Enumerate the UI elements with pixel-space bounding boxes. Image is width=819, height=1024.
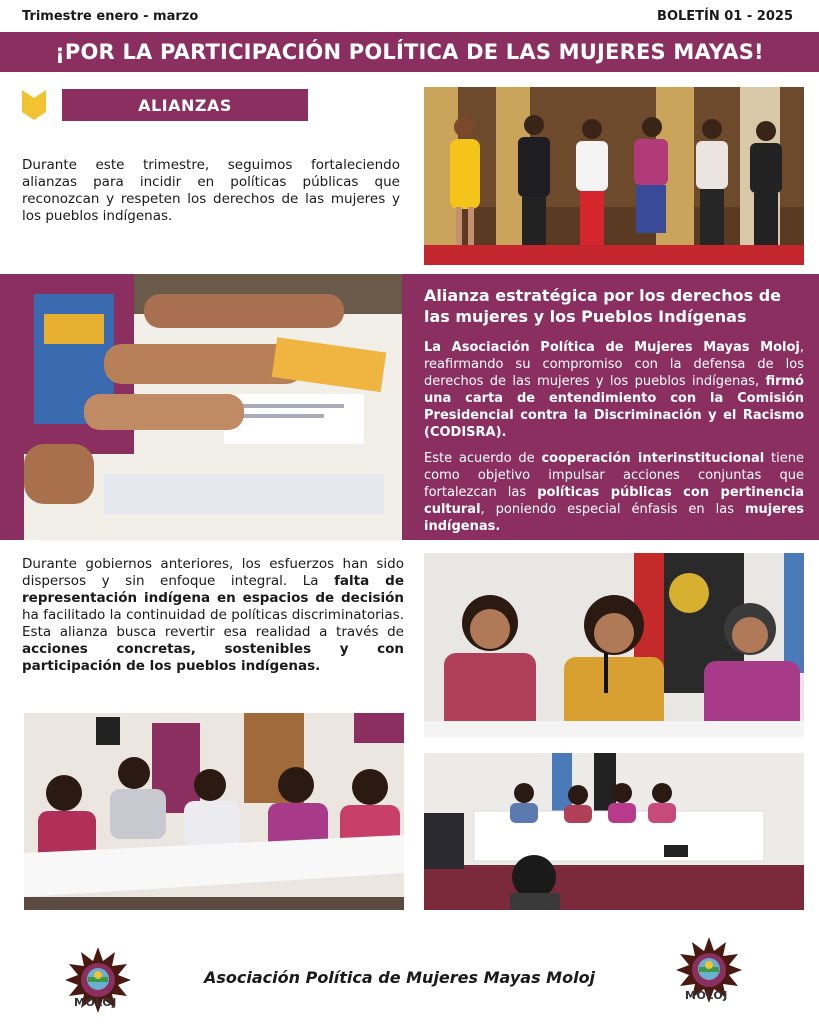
section-title-alianzas: ALIANZAS bbox=[62, 89, 308, 121]
photo-group-ceremony bbox=[424, 87, 804, 265]
photo-meeting-table bbox=[24, 713, 404, 910]
chevron-down-icon bbox=[22, 90, 46, 120]
feature-paragraph-2: Este acuerdo de cooperación interinstitucional tiene como objetivo impulsar acciones conjuntas que fortalezcan las políticas públicas con pertinencia cultural, poniendo especial énfasis en las mujeres indígenas. bbox=[424, 451, 804, 534]
footer-organization: Asociación Política de Mujeres Mayas Moloj bbox=[204, 968, 596, 987]
photo-conference-room bbox=[424, 753, 804, 910]
bulletin-number: BOLETÍN 01 - 2025 bbox=[657, 9, 793, 24]
headline-banner: ¡POR LA PARTICIPACIÓN POLÍTICA DE LAS MUJERES MAYAS! bbox=[0, 32, 819, 72]
trimester-label: Trimestre enero - marzo bbox=[22, 9, 199, 24]
photo-hands-document bbox=[24, 274, 402, 540]
intro-paragraph: Durante este trimestre, seguimos fortaleciendo alianzas para incidir en políticas públicas que reconozcan y respeten los derechos de las mujeres y los pueblos indígenas. bbox=[22, 157, 400, 224]
logo-label-left: MOLOJ bbox=[74, 996, 117, 1009]
feature-paragraph-1: La Asociación Política de Mujeres Mayas Moloj, reafirmando su compromiso con la defensa de los derechos de las mujeres y los pueblos indígenas, firmó una carta de entendimiento con la Comisión Presidencial contra la Discriminación y el Racismo (CODISRA). bbox=[424, 340, 804, 440]
photo-panel-speakers bbox=[424, 553, 804, 737]
context-paragraph: Durante gobiernos anteriores, los esfuerzos han sido dispersos y sin enfoque integral. La falta de representación indígena en espacios de decisión ha facilitado la continuidad de políticas discriminatorias. Esta alianza busca revertir esa realidad a través de acciones concretas, sostenibles y con participación de los pueblos indígenas. bbox=[22, 556, 404, 674]
logo-label-right: MOLOJ bbox=[685, 989, 728, 1002]
feature-title: Alianza estratégica por los derechos de las mujeres y los Pueblos Indígenas bbox=[424, 286, 782, 326]
